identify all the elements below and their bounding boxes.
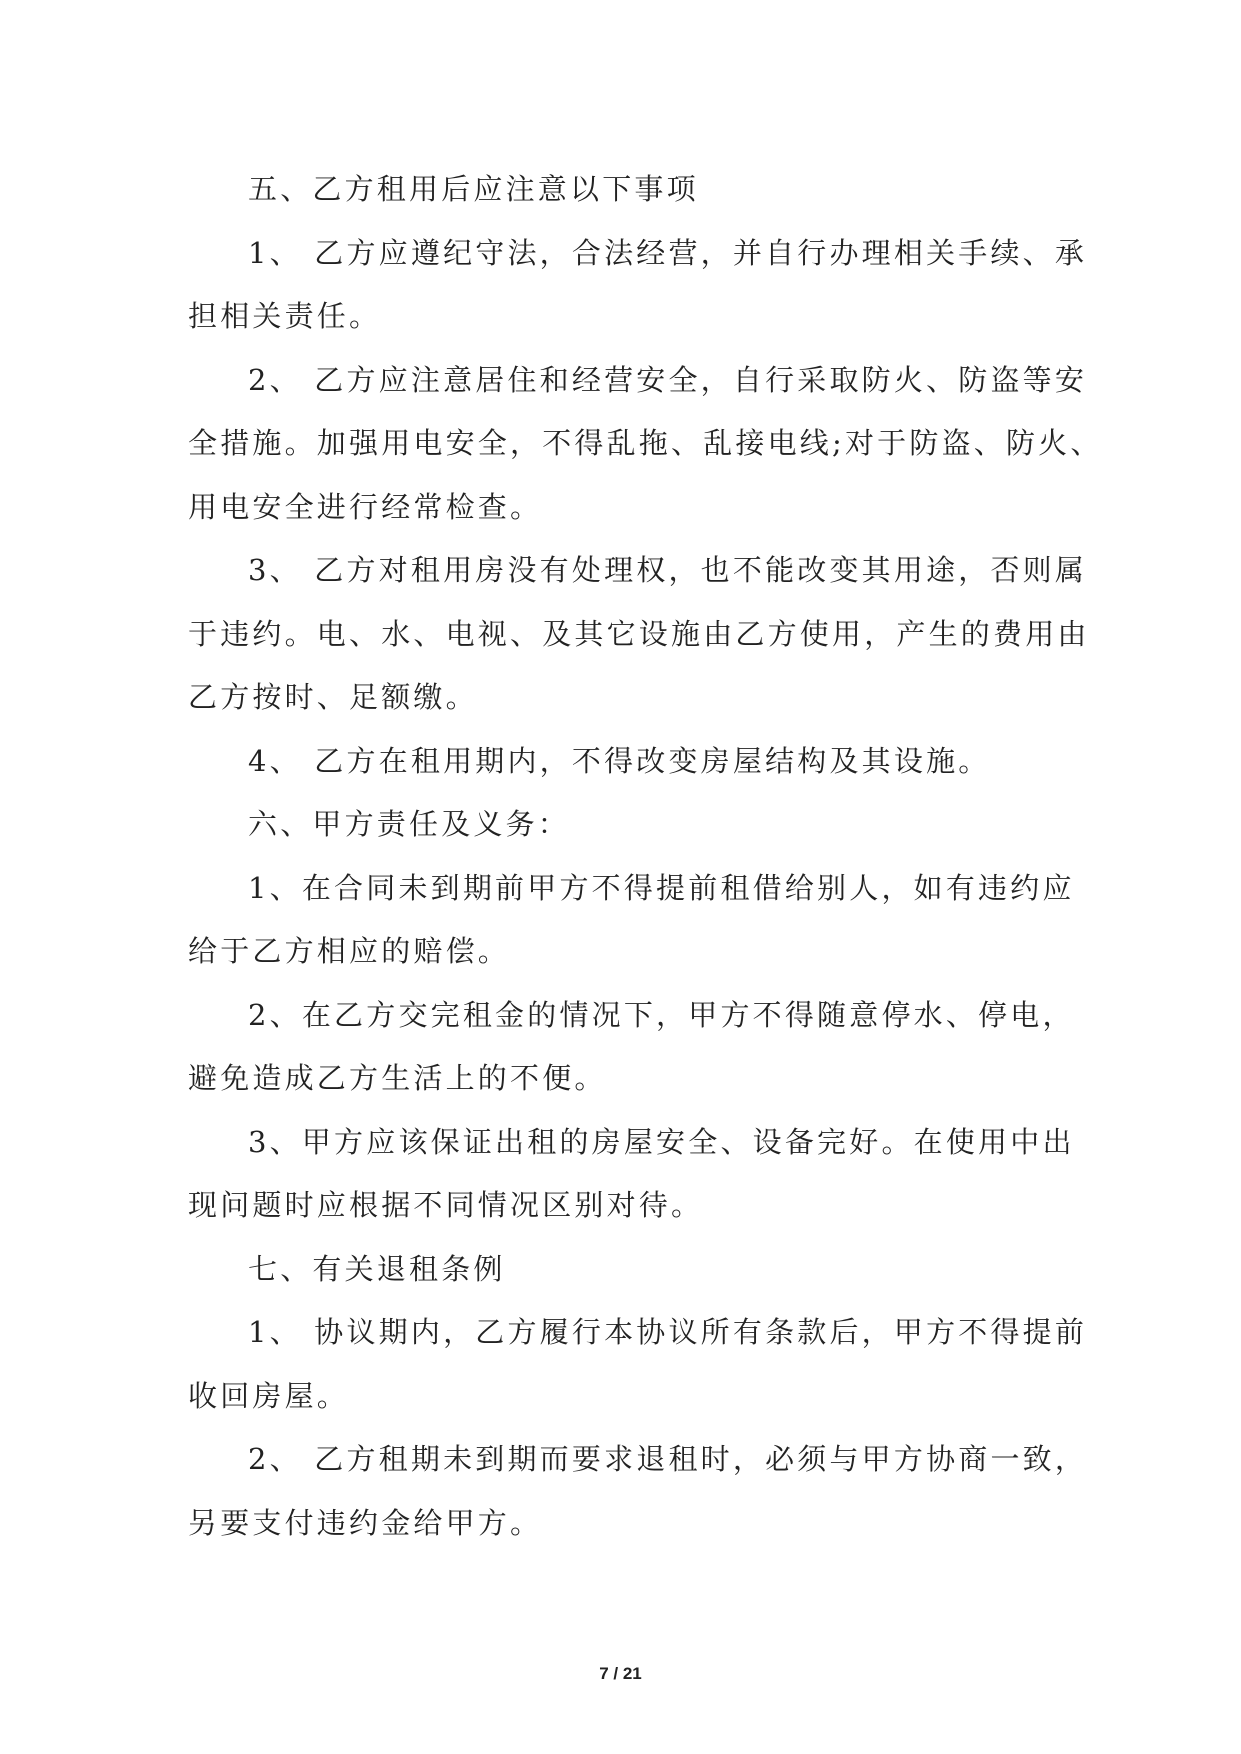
text-line: 3、 乙方对租用房没有处理权，也不能改变其用途，否则属 <box>248 553 1088 587</box>
text-line: 用电安全进行经常检查。 <box>188 489 543 524</box>
text-line: 2、 乙方租期未到期而要求退租时，必须与甲方协商一致， <box>248 1442 1088 1476</box>
text-line: 七、有关退租条例 <box>248 1251 506 1286</box>
text-line: 4、 乙方在租用期内，不得改变房屋结构及其设施。 <box>248 743 991 778</box>
text-line: 避免造成乙方生活上的不便。 <box>188 1061 607 1095</box>
text-line: 现问题时应根据不同情况区别对待。 <box>188 1188 704 1222</box>
text-line: 1、 乙方应遵纪守法，合法经营，并自行办理相关手续、承 <box>248 235 1088 270</box>
page-number: 7 / 21 <box>599 1664 642 1683</box>
document-body <box>188 158 1103 1555</box>
text-line: 乙方按时、足额缴。 <box>188 680 478 714</box>
text-line: 2、在乙方交完租金的情况下，甲方不得随意停水、停电， <box>248 997 1075 1032</box>
text-line: 全措施。加强用电安全，不得乱拖、乱接电线;对于防盗、防火、 <box>188 426 1103 460</box>
text-line: 另要支付违约金给甲方。 <box>188 1505 543 1540</box>
text-line: 给于乙方相应的赔偿。 <box>188 934 511 968</box>
text-line: 1、在合同未到期前甲方不得提前租借给别人，如有违约应 <box>248 870 1075 905</box>
text-line: 五、乙方租用后应注意以下事项 <box>248 172 699 206</box>
text-line: 于违约。电、水、电视、及其它设施由乙方使用，产生的费用由 <box>188 616 1090 651</box>
text-line: 六、甲方责任及义务： <box>248 807 571 841</box>
text-line: 3、甲方应该保证出租的房屋安全、设备完好。在使用中出 <box>248 1124 1075 1159</box>
text-line: 收回房屋。 <box>188 1378 350 1413</box>
text-line: 担相关责任。 <box>188 299 382 333</box>
text-line: 2、 乙方应注意居住和经营安全，自行采取防火、防盗等安 <box>248 362 1088 397</box>
text-line: 1、 协议期内，乙方履行本协议所有条款后，甲方不得提前 <box>248 1315 1088 1349</box>
